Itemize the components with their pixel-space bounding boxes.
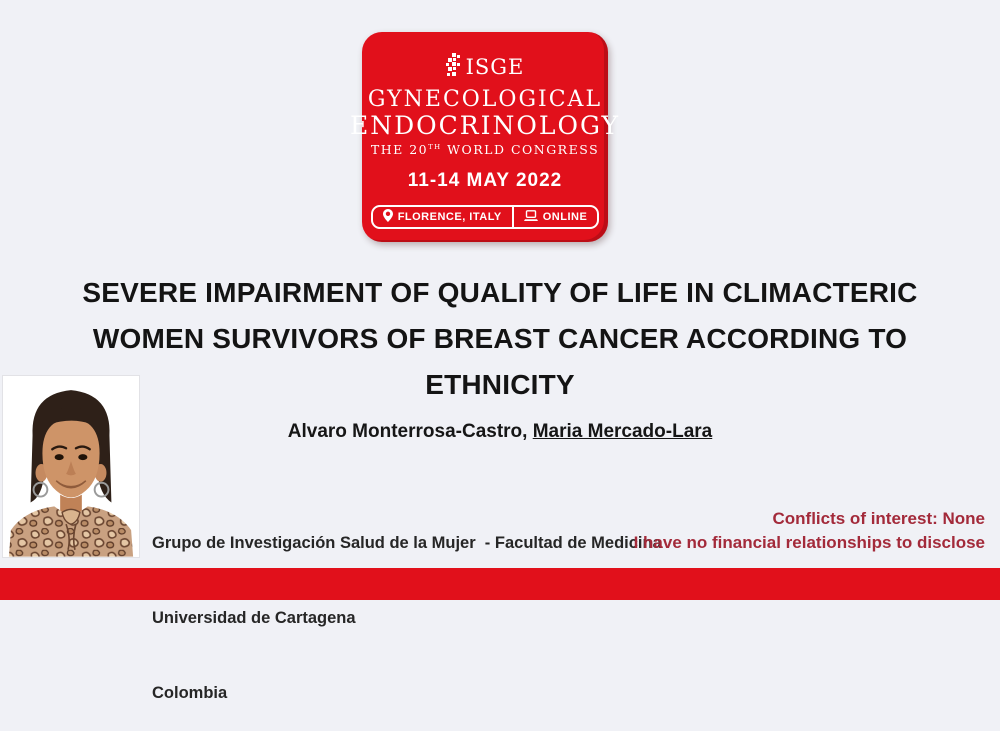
- congress-title-line1: GYNECOLOGICAL: [367, 87, 603, 112]
- affiliation-line: Grupo de Investigación Salud de la Mujer - Facultad de Medicina: [152, 534, 662, 552]
- disclosure-line: I have no financial relationships to disclose: [633, 533, 985, 552]
- congress-dates: 11-14 MAY 2022: [407, 170, 563, 191]
- disclosure-line: Conflicts of interest: None: [772, 509, 985, 528]
- slide-title: [0, 270, 1000, 408]
- congress-subtitle: THE 20TH WORLD CONGRESS: [370, 142, 600, 157]
- venue-location-label: FLORENCE, ITALY: [397, 211, 502, 223]
- presenter-photo: [2, 375, 140, 558]
- congress-card: [350, 32, 620, 242]
- venue-location-cell: [373, 207, 512, 227]
- congress-title-line2: ENDOCRINOLOGY: [350, 111, 620, 140]
- laptop-icon: [524, 210, 538, 225]
- venue-online-cell: [514, 207, 598, 227]
- affiliation-line: Colombia: [152, 684, 228, 702]
- location-pin-icon: [383, 209, 393, 225]
- congress-subtitle-ordinal: TH: [428, 142, 442, 151]
- slide-title-line: SEVERE IMPAIRMENT OF QUALITY OF LIFE IN CLIMACTERIC: [82, 277, 918, 308]
- authors-line: [0, 421, 1000, 443]
- slide-title-line: ETHNICITY: [425, 369, 575, 400]
- isge-logo: [446, 54, 525, 80]
- affiliation-block: [152, 481, 662, 731]
- venue-pill: [371, 205, 600, 229]
- author-primary: Alvaro Monterrosa-Castro,: [287, 421, 533, 442]
- isge-pixel-icon: [446, 53, 461, 82]
- venue-online-label: ONLINE: [542, 211, 588, 223]
- isge-wordmark: ISGE: [465, 55, 525, 79]
- disclosure-block: [634, 507, 985, 555]
- affiliation-line: Universidad de Cartagena: [152, 609, 356, 627]
- author-underlined: Maria Mercado-Lara: [532, 421, 713, 442]
- slide-title-line: WOMEN SURVIVORS OF BREAST CANCER ACCORDING TO: [92, 323, 908, 354]
- bottom-red-bar: [0, 568, 1000, 600]
